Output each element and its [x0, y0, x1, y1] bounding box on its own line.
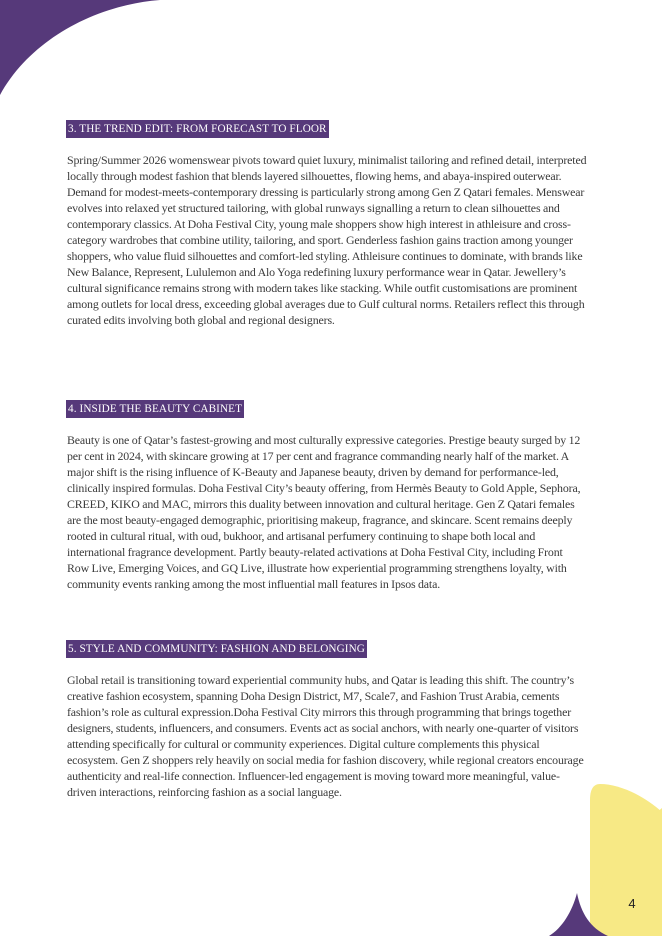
section-3-heading: 3. THE TREND EDIT: FROM FORECAST TO FLOOR: [66, 120, 329, 138]
section-5-body: Global retail is transitioning toward experiential community hubs, and Qatar is leading this shift. The country’s creative fashion ecosystem, spanning Doha Design District, M7, Scale7, and Fashion Trust Arabia, cements fashion’s role as cultural expression.Doha Festival City mirrors this through programming that brings together designers, students, influencers, and consumers. Events act as social anchors, with nearly one-quarter of visitors attending specifically for cultural or community experiences. Digital culture complements this physical ecosystem. Gen Z shoppers rely heavily on social media for fashion discovery, while regional creators encourage authenticity and real-life connection. Influencer-led engagement is moving toward more meaningful, value-driven interactions, reinforcing fashion as a social language.: [67, 673, 584, 799]
section-4-body: Beauty is one of Qatar’s fastest-growing and most culturally expressive categories. Prestige beauty surged by 12 per cent in 2024, with skincare growing at 17 per cent and fragrance commanding nearly half of the market. A major shift is the rising influence of K-Beauty and Japanese beauty, driven by demand for performance-led, clinically inspired formulas. Doha Festival City’s beauty offering, from Hermès Beauty to Gold Apple, Sephora, CREED, KIKO and MAC, mirrors this duality between innovation and cultural heritage. Gen Z Qatari females are the most beauty-engaged demographic, prioritising makeup, fragrance, and skincare. Scent remains deeply rooted in cultural ritual, with oud, bukhoor, and artisanal perfumery continuing to shape both local and international fragrance development. Partly beauty-related activations at Doha Festival City, including Front Row Live, Emerging Voices, and GQ Live, illustrate how experiential programming strengthens loyalty, with community events ranking among the most influential mall features in Ipsos data.: [67, 433, 581, 591]
section-4-heading: 4. INSIDE THE BEAUTY CABINET: [66, 400, 244, 418]
section-3-body: Spring/Summer 2026 womenswear pivots toward quiet luxury, minimalist tailoring and refined detail, interpreted locally through modest fashion that blends layered silhouettes, flowing hems, and abaya-inspired outerwear. Demand for modest-meets-contemporary dressing is particularly strong among Gen Z Qatari females. Menswear evolves into relaxed yet structured tailoring, with global runways signalling a return to clean silhouettes and contemporary classics. At Doha Festival City, young male shoppers show high interest in athleisure and cross-category wardrobes that combine utility, tailoring, and sport. Genderless fashion gains traction among younger shoppers, who value fluid silhouettes and comfort-led styling. Athleisure continues to dominate, with brands like New Balance, Represent, Lululemon and Alo Yoga redefining luxury performance wear in Qatar. Jewellery’s cultural significance remains strong with modern takes like stacking. While outfit customisations are prominent among outlets for local dress, exceeding global averages due to Gulf cultural norms. Retailers reflect this through curated edits involving both global and regional designers.: [67, 153, 587, 327]
page-number: 4: [628, 896, 636, 911]
section-5-heading: 5. STYLE AND COMMUNITY: FASHION AND BELONGING: [66, 640, 367, 658]
